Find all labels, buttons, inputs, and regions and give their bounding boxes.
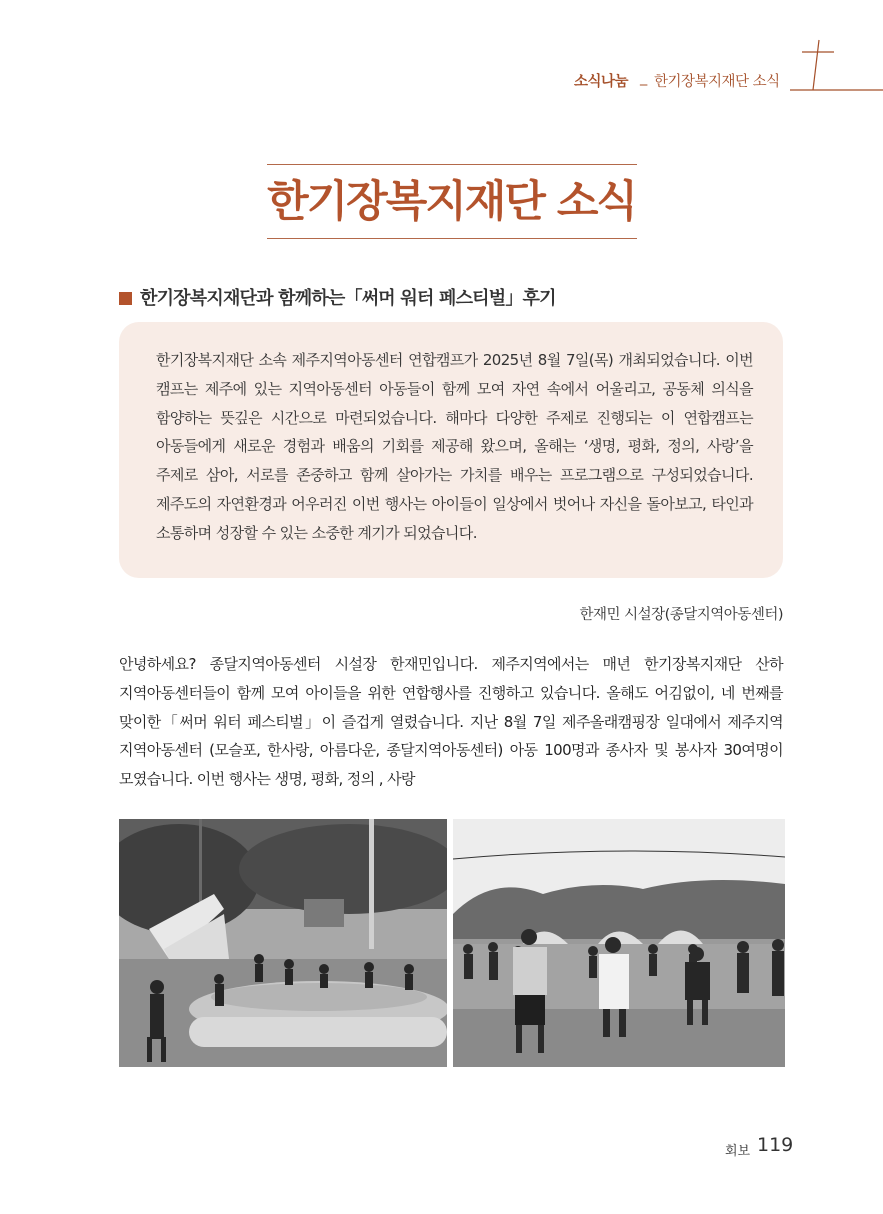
header-cross-ornament-icon xyxy=(790,38,883,94)
title-rule-bottom xyxy=(267,238,637,239)
section-heading-text: 한기장복지재단과 함께하는「써머 워터 페스티벌」후기 xyxy=(140,288,556,309)
page-number: 119 xyxy=(757,1134,794,1156)
square-bullet-icon xyxy=(119,292,132,305)
summary-box xyxy=(119,322,783,578)
page-title: 한기장복지재단 소식 xyxy=(267,177,636,227)
photo-outdoor-activity xyxy=(453,819,785,1067)
author-byline: 한재민 시설장(종달지역아동센터) xyxy=(579,607,783,623)
section-heading xyxy=(119,284,556,310)
header-section-label: 소식나눔 xyxy=(574,74,629,90)
header-separator: _ xyxy=(640,70,648,86)
photo-water-pool xyxy=(119,819,447,1067)
footer-publication-label: 회보 xyxy=(725,1144,751,1159)
title-rule-top xyxy=(267,164,637,165)
article-body: 안녕하세요? 종달지역아동센터 시설장 한재민입니다. 제주지역에서는 매년 한기장복지재단 산하 지역아동센터들이 함께 모여 아이들을 위한 연합행사를 진행하고 있습니다. 올해도 어김없이, 네 번째를 맞이한「써머 워터 페스티벌」이 즐겁게 열렸습니다. 지난 8월 7일 제주올래캠핑장 일대에서 제주지역 지역아동센터 (모슬포, 한사랑, 아름다운, 종달지역아동센터) 아동 100명과 종사자 및 봉사자 30여명이 모였습니다. 이번 행사는 생명, 평화, 정의 , 사랑 xyxy=(119,655,783,789)
header-subsection-label: 한기장복지재단 소식 xyxy=(654,74,780,90)
summary-text: 한기장복지재단 소속 제주지역아동센터 연합캠프가 2025년 8월 7일(목) 개최되었습니다. 이번 캠프는 제주에 있는 지역아동센터 아동들이 함께 모여 자연 속에서 어울리고, 공동체 의식을 함양하는 뜻깊은 시간으로 마련되었습니다. 해마다 다양한 주제로 진행되는 이 연합캠프는 아동들에게 새로운 경험과 배움의 기회를 제공해 왔으며, 올해는 ‘생명, 평화, 정의, 사랑’을 주제로 삼아, 서로를 존중하고 함께 살아가는 가치를 배우는 프로그램으로 구성되었습니다. 제주도의 자연환경과 어우러진 이번 행사는 아이들이 일상에서 벗어나 자신을 돌아보고, 타인과 소통하며 성장할 수 있는 소중한 계기가 되었습니다. xyxy=(156,351,753,542)
